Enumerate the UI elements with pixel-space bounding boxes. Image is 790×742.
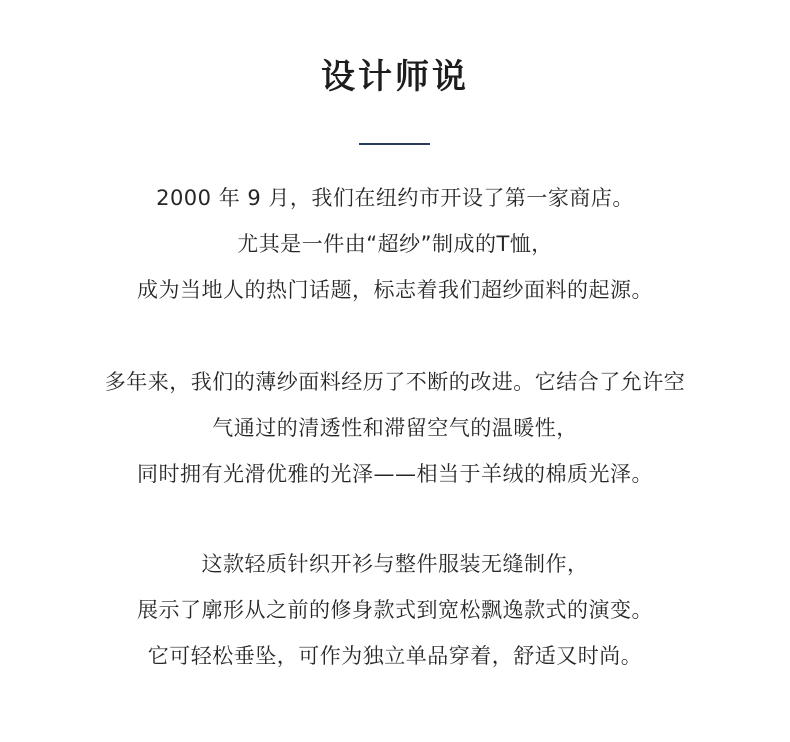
- paragraph-line: 它可轻松垂坠，可作为独立单品穿着，舒适又时尚。: [147, 644, 643, 668]
- paragraph-line: 多年来，我们的薄纱面料经历了不断的改进。它结合了允许空: [104, 370, 686, 394]
- paragraph-line: 同时拥有光滑优雅的光泽——相当于羊绒的棉质光泽。: [137, 462, 653, 486]
- title-divider: [359, 143, 430, 145]
- paragraph-line: 这款轻质针织开衫与整件服装无缝制作，: [201, 552, 589, 576]
- paragraph-fabric: [0, 359, 790, 497]
- page-title: 设计师说: [321, 57, 469, 97]
- paragraph-cardigan: [0, 541, 790, 679]
- paragraph-line: 2000 年 9 月，我们在纽约市开设了第一家商店。: [156, 186, 634, 210]
- paragraph-line: 尤其是一件由“超纱”制成的T恤，: [237, 232, 553, 256]
- paragraph-line: 气通过的清透性和滞留空气的温暖性，: [212, 416, 578, 440]
- paragraph-line: 成为当地人的热门话题，标志着我们超纱面料的起源。: [137, 278, 653, 302]
- paragraph-line: 展示了廓形从之前的修身款式到宽松飘逸款式的演变。: [137, 598, 653, 622]
- paragraph-origin: [0, 175, 790, 313]
